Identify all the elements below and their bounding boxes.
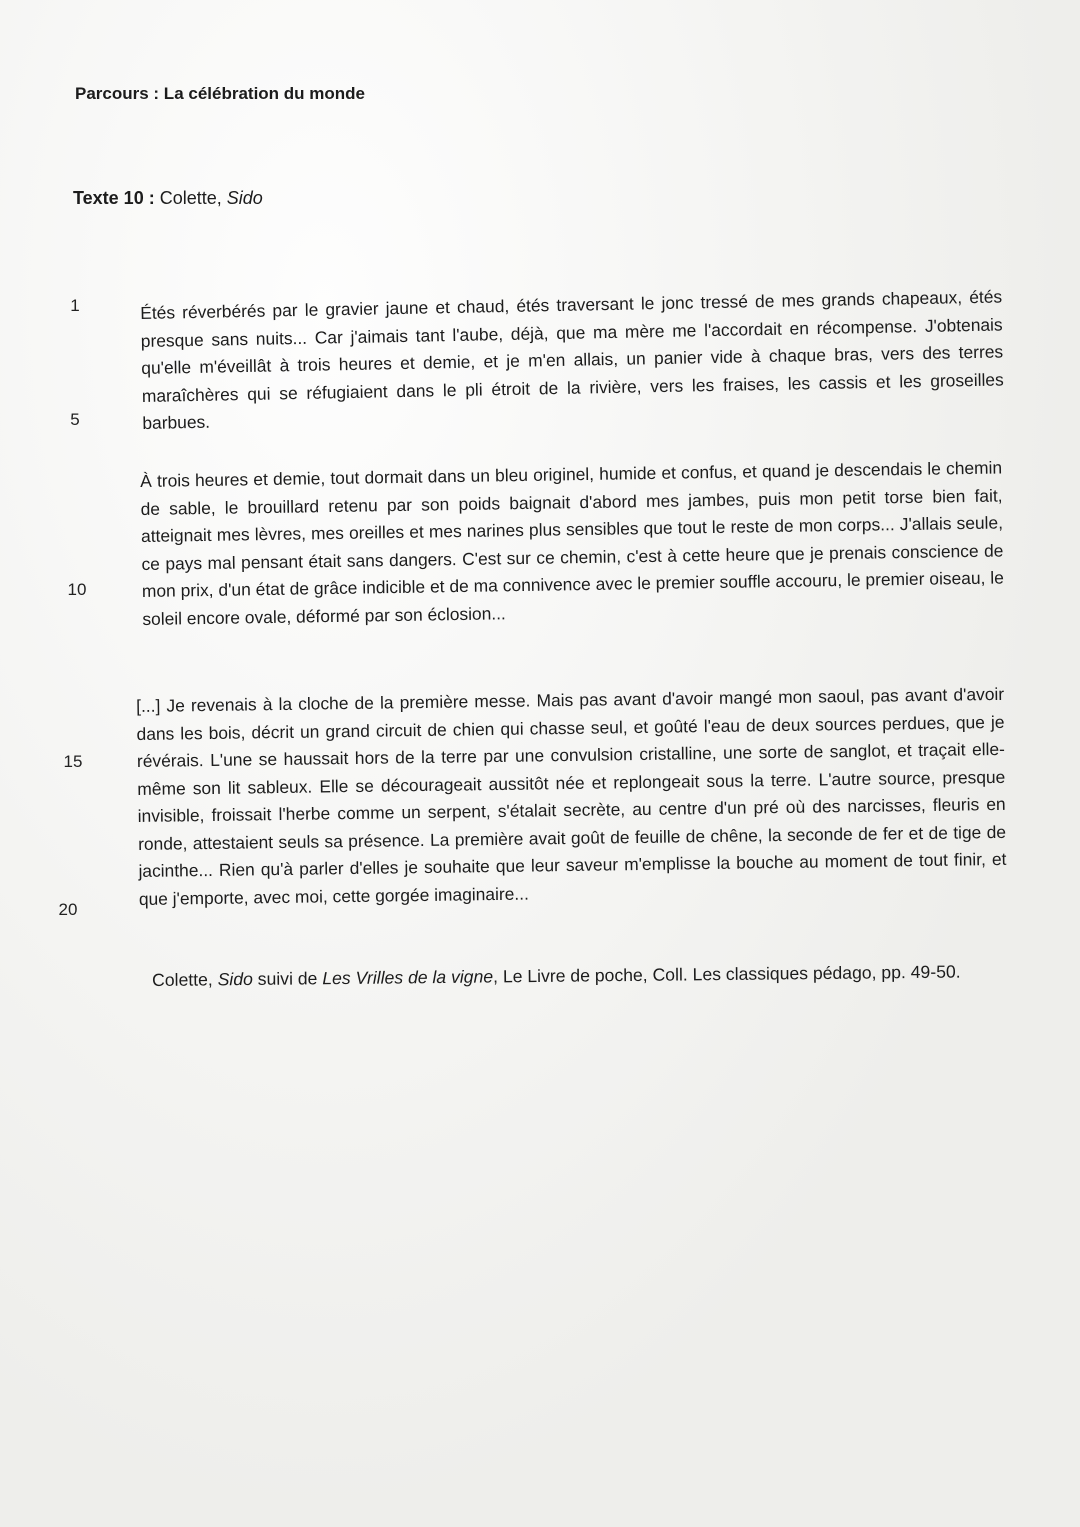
line-number-15: 15 [63, 752, 83, 771]
line-number-5: 5 [70, 410, 80, 429]
citation-title: Sido [217, 968, 253, 990]
text-title: Sido [226, 188, 263, 208]
paragraph-2: À trois heures et demie, tout dormait dans un bleu originel, humide et confus, et quand je descendais le chemin de sable, le brouillard retenu par son poids baignait d'abord mes jambes, puis mon petit torse bien fait, atteignait mes lèvres, mes oreilles et mes narines plus sensibles que tout le reste de mon corps... J'allais seule, ce pays mal pensant était sans dangers. C'est sur ce chemin, c'est à cette heure que je prenais conscience de mon prix, d'un état de grâce indicible et de ma connivence avec le premier souffle accouru, le premier oiseau, le soleil encore ovale, déformé par son éclosion... [140, 457, 1004, 629]
line-number-20: 20 [58, 900, 78, 919]
paragraph-3: [...] Je revenais à la cloche de la première messe. Mais pas avant d'avoir mangé mon saoul, pas avant d'avoir dans les bois, décrit un grand circuit de chien qui chasse seul, et goûté l'eau de deux sources perdues, que je révérais. L'une se haussait hors de la terre par une convulsion cristalline, une sorte de sanglot, et traçait elle-même son lit sableux. Elle se décourageait aussitôt née et replongeait sous la terre. L'autre source, presque invisible, froissait l'herbe comme un serpent, s'étalait secrète, au centre d'un pré où des narcisses, fleuris en ronde, attestaient seuls sa présence. La première avait goût de feuille de chêne, la seconde de fer et de tige de jacinthe... Rien qu'à parler d'elles je souhaite que leur saveur m'emplisse la bouche au moment de tout finir, et que j'emporte, avec moi, cette gorgée imaginaire... [136, 683, 1007, 909]
parcours-heading: Parcours : La célébration du monde [75, 84, 366, 103]
paragraph-1: Étés réverbérés par le gravier jaune et chaud, étés traversant le jonc tressé de mes grands chapeaux, étés presque sans nuits... Car j'aimais tant l'aube, déjà, que ma mère me l'accordait en récompense. J'obtenais qu'elle m'éveillât à trois heures et demie, et je m'en allais, un panier vide à chaque bras, vers des terres maraîchères qui se réfugiaient dans le pli étroit de la rivière, vers les fraises, les cassis et les groseilles barbues. [140, 286, 1004, 433]
citation-second-title: Les Vrilles de la vigne [322, 966, 494, 989]
citation-mid: suivi de [257, 968, 318, 989]
line-number-10: 10 [67, 580, 87, 599]
citation-publisher: , Le Livre de poche, Coll. Les classiques pédago, pp. 49-50. [492, 961, 961, 987]
text-number-label: Texte 10 : [73, 188, 155, 208]
citation-author: Colette, [152, 969, 213, 990]
text-author: Colette, [159, 188, 222, 208]
line-number-1: 1 [70, 296, 80, 315]
source-citation [152, 962, 961, 991]
text-heading [73, 188, 263, 209]
